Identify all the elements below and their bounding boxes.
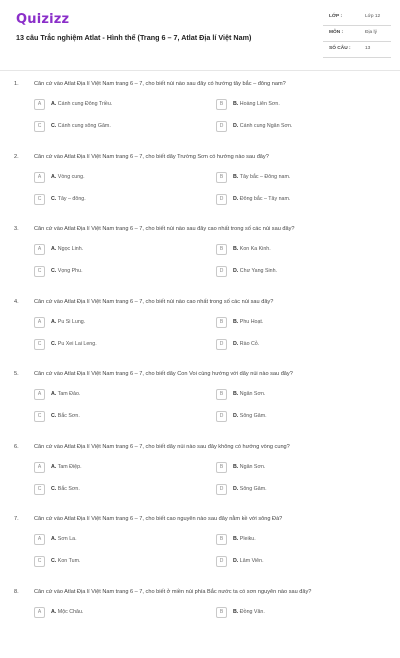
option-letter-box: B — [216, 99, 227, 110]
option-letter-box: D — [216, 411, 227, 422]
question-number: 8. — [14, 589, 19, 595]
option-text — [233, 558, 264, 564]
option-text — [233, 413, 267, 419]
option-label: Cánh cung sông Gâm. — [58, 123, 111, 129]
option-prefix: B. — [233, 536, 238, 542]
option-text — [51, 536, 77, 542]
option-text — [51, 486, 80, 492]
option-text — [51, 558, 80, 564]
meta-row-question-count — [323, 42, 391, 58]
option-letter-box: D — [216, 121, 227, 132]
option-text — [51, 268, 83, 274]
option-label: Sông Gâm. — [240, 413, 267, 419]
answer-option-d[interactable] — [216, 339, 386, 351]
option-text — [233, 341, 259, 347]
option-text — [233, 174, 290, 180]
question-number: 7. — [14, 516, 19, 522]
option-label: Kon Ka Kinh. — [240, 246, 271, 252]
meta-value: 13 — [365, 46, 370, 51]
option-label: Hoàng Liên Sơn. — [240, 101, 280, 107]
option-prefix: A. — [51, 174, 56, 180]
option-text — [51, 609, 83, 615]
question-text: Căn cứ vào Atlat Địa lí Việt Nam trang 6 – 7, cho biết núi nào sau đây có hướng tây bắc – đông nam? — [34, 81, 286, 87]
option-text — [51, 246, 83, 252]
question-item — [0, 223, 400, 296]
option-prefix: A. — [51, 319, 56, 325]
option-letter-box: D — [216, 339, 227, 350]
option-text — [233, 486, 267, 492]
option-letter-box: D — [216, 266, 227, 277]
option-label: Tam Đảo. — [58, 391, 81, 397]
option-prefix: D. — [233, 341, 238, 347]
option-letter-box: C — [34, 484, 45, 495]
option-letter-box: A — [34, 389, 45, 400]
meta-value: Địa lý — [365, 30, 377, 35]
answer-option-c[interactable] — [34, 194, 204, 206]
option-letter-box: A — [34, 534, 45, 545]
question-number: 4. — [14, 299, 19, 305]
option-letter-box: B — [216, 607, 227, 618]
option-letter-box: A — [34, 317, 45, 328]
answer-option-d[interactable] — [216, 194, 386, 206]
option-label: Bắc Sơn. — [58, 413, 80, 419]
option-prefix: A. — [51, 391, 56, 397]
question-number: 1. — [14, 81, 19, 87]
answer-option-c[interactable] — [34, 556, 204, 568]
option-label: Lâm Viên. — [240, 558, 264, 564]
option-label: Kon Tum. — [58, 558, 81, 564]
answer-option-b[interactable] — [216, 389, 386, 401]
answer-option-b[interactable] — [216, 317, 386, 329]
question-item — [0, 513, 400, 586]
option-prefix: D. — [233, 268, 238, 274]
header-divider — [0, 70, 400, 71]
question-text: Căn cứ vào Atlat Địa lí Việt Nam trang 6 – 7, cho biết ở miền núi phía Bắc nước ta có sơn nguyên nào sau đây? — [34, 589, 311, 595]
option-text — [233, 196, 290, 202]
option-prefix: A. — [51, 609, 56, 615]
answer-option-b[interactable] — [216, 244, 386, 256]
option-text — [51, 196, 86, 202]
option-label: Ngọc Linh. — [58, 246, 83, 252]
option-letter-box: C — [34, 194, 45, 205]
option-prefix: B. — [233, 464, 238, 470]
option-label: Đồng Văn. — [240, 609, 265, 615]
option-label: Pleiku. — [240, 536, 256, 542]
option-letter-box: D — [216, 484, 227, 495]
option-text — [51, 391, 80, 397]
question-number: 6. — [14, 444, 19, 450]
option-label: Cánh cung Ngân Sơn. — [240, 123, 293, 129]
meta-info-box — [323, 10, 391, 58]
option-prefix: C. — [51, 123, 56, 129]
option-prefix: B. — [233, 174, 238, 180]
option-text — [233, 101, 280, 107]
page-header — [0, 0, 400, 68]
option-letter-box: B — [216, 534, 227, 545]
answer-option-b[interactable] — [216, 172, 386, 184]
option-prefix: D. — [233, 486, 238, 492]
question-text: Căn cứ vào Atlat Địa lí Việt Nam trang 6 – 7, cho biết dãy Trường Sơn có hướng nào sau đây? — [34, 154, 269, 160]
option-letter-box: B — [216, 462, 227, 473]
option-label: Vòng cung. — [58, 174, 85, 180]
answer-option-a[interactable] — [34, 607, 204, 619]
option-text — [233, 609, 265, 615]
option-label: Pu Xei Lai Leng. — [58, 341, 97, 347]
meta-row-class — [323, 10, 391, 26]
answer-option-b[interactable] — [216, 99, 386, 111]
question-list — [0, 78, 400, 658]
option-letter-box: B — [216, 172, 227, 183]
question-number: 5. — [14, 371, 19, 377]
option-prefix: D. — [233, 558, 238, 564]
option-letter-box: B — [216, 317, 227, 328]
option-prefix: C. — [51, 558, 56, 564]
option-text — [233, 464, 265, 470]
option-letter-box: C — [34, 556, 45, 567]
option-prefix: A. — [51, 246, 56, 252]
meta-label: LỚP : — [329, 14, 342, 19]
option-label: Vọng Phu. — [58, 268, 83, 274]
question-text: Căn cứ vào Atlat Địa lí Việt Nam trang 6 – 7, cho biết dãy Con Voi cùng hướng với dãy núi nào sau đây? — [34, 371, 293, 377]
option-text — [51, 464, 82, 470]
option-prefix: B. — [233, 319, 238, 325]
answer-option-a[interactable] — [34, 389, 204, 401]
answer-option-c[interactable] — [34, 121, 204, 133]
option-text — [233, 246, 271, 252]
answer-option-c[interactable] — [34, 411, 204, 423]
option-prefix: D. — [233, 413, 238, 419]
option-letter-box: B — [216, 389, 227, 400]
option-prefix: B. — [233, 609, 238, 615]
option-letter-box: A — [34, 607, 45, 618]
question-item — [0, 151, 400, 224]
option-prefix: C. — [51, 486, 56, 492]
option-text — [233, 536, 256, 542]
option-label: Sơn La. — [58, 536, 77, 542]
answer-option-a[interactable] — [34, 244, 204, 256]
question-item — [0, 586, 400, 658]
question-item — [0, 441, 400, 514]
option-prefix: B. — [233, 101, 238, 107]
answer-option-a[interactable] — [34, 172, 204, 184]
option-label: Bắc Sơn. — [58, 486, 80, 492]
option-letter-box: C — [34, 121, 45, 132]
option-prefix: B. — [233, 246, 238, 252]
option-prefix: D. — [233, 123, 238, 129]
question-number: 2. — [14, 154, 19, 160]
option-letter-box: D — [216, 556, 227, 567]
answer-option-a[interactable] — [34, 534, 204, 546]
question-number: 3. — [14, 226, 19, 232]
option-label: Mộc Châu. — [58, 609, 84, 615]
meta-value: Lớp 12 — [365, 14, 380, 19]
option-label: Tam Điệp. — [58, 464, 82, 470]
option-letter-box: A — [34, 244, 45, 255]
option-prefix: D. — [233, 196, 238, 202]
option-letter-box: A — [34, 99, 45, 110]
question-text: Căn cứ vào Atlat Địa lí Việt Nam trang 6 – 7, cho biết cao nguyên nào sau đây nằm kề với sông Đà? — [34, 516, 282, 522]
answer-option-b[interactable] — [216, 607, 386, 619]
option-letter-box: D — [216, 194, 227, 205]
option-label: Chư Yang Sinh. — [240, 268, 277, 274]
option-letter-box: C — [34, 266, 45, 277]
option-label: Pu Si Lung. — [58, 319, 85, 325]
option-label: Rào Cỏ. — [240, 341, 259, 347]
option-text — [233, 391, 265, 397]
option-prefix: B. — [233, 391, 238, 397]
answer-option-a[interactable] — [34, 99, 204, 111]
option-text — [233, 319, 263, 325]
option-prefix: C. — [51, 196, 56, 202]
option-letter-box: A — [34, 172, 45, 183]
option-label: Đông bắc – Tây nam. — [240, 196, 291, 202]
meta-label: SỐ CÂU : — [329, 46, 351, 51]
option-letter-box: C — [34, 411, 45, 422]
meta-row-subject — [323, 26, 391, 42]
answer-option-c[interactable] — [34, 339, 204, 351]
option-prefix: C. — [51, 268, 56, 274]
answer-option-b[interactable] — [216, 462, 386, 474]
option-text — [51, 174, 85, 180]
answer-option-a[interactable] — [34, 317, 204, 329]
option-label: Cánh cung Đông Triều. — [58, 101, 112, 107]
option-text — [233, 123, 292, 129]
option-label: Tây bắc – Đông nam. — [240, 174, 291, 180]
answer-option-a[interactable] — [34, 462, 204, 474]
question-text: Căn cứ vào Atlat Địa lí Việt Nam trang 6 – 7, cho biết núi nào cao nhất trong số các núi sau đây? — [34, 299, 273, 305]
answer-option-d[interactable] — [216, 484, 386, 496]
answer-option-d[interactable] — [216, 266, 386, 278]
option-prefix: A. — [51, 464, 56, 470]
option-label: Phu Hoạt. — [240, 319, 264, 325]
question-text: Căn cứ vào Atlat Địa lí Việt Nam trang 6 – 7, cho biết dãy núi nào sau đây không có hướng vòng cung? — [34, 444, 290, 450]
option-text — [51, 319, 85, 325]
answer-option-b[interactable] — [216, 534, 386, 546]
quizizz-logo: Quizizz — [16, 12, 69, 27]
option-prefix: C. — [51, 341, 56, 347]
option-text — [51, 341, 97, 347]
option-text — [233, 268, 277, 274]
answer-option-c[interactable] — [34, 266, 204, 278]
document-title: 13 câu Trắc nghiệm Atlat - Hình thể (Trang 6 – 7, Atlat Địa lí Việt Nam) — [16, 33, 251, 42]
option-text — [51, 413, 80, 419]
option-prefix: A. — [51, 101, 56, 107]
option-prefix: A. — [51, 536, 56, 542]
option-label: Ngân Sơn. — [240, 464, 266, 470]
option-label: Ngân Sơn. — [240, 391, 266, 397]
option-label: Sông Gâm. — [240, 486, 267, 492]
question-item — [0, 78, 400, 151]
question-item — [0, 368, 400, 441]
answer-option-d[interactable] — [216, 411, 386, 423]
answer-option-c[interactable] — [34, 484, 204, 496]
option-label: Tây – đông. — [58, 196, 86, 202]
question-item — [0, 296, 400, 369]
answer-option-d[interactable] — [216, 556, 386, 568]
meta-label: MÔN : — [329, 30, 343, 35]
option-letter-box: B — [216, 244, 227, 255]
question-text: Căn cứ vào Atlat Địa lí Việt Nam trang 6 – 7, cho biết núi nào sau đây cao nhất trong số các núi sau đây? — [34, 226, 295, 232]
option-letter-box: A — [34, 462, 45, 473]
option-letter-box: C — [34, 339, 45, 350]
option-text — [51, 123, 111, 129]
option-prefix: C. — [51, 413, 56, 419]
answer-option-d[interactable] — [216, 121, 386, 133]
option-text — [51, 101, 112, 107]
